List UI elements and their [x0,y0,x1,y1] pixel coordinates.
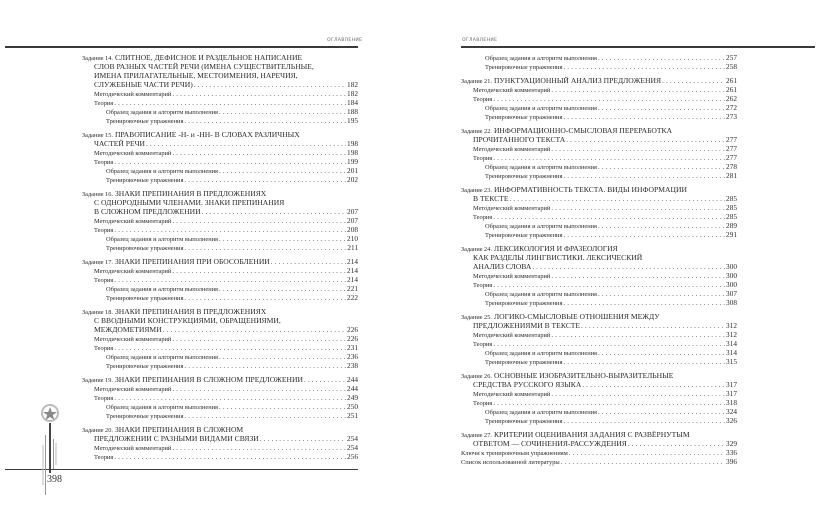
toc-item-label: Методический комментарий [94,218,172,225]
toc-heading-line [82,425,358,434]
task-title: СЛУЖЕБНЫЕ ЧАСТИ РЕЧИ) [94,80,193,89]
dot-leader [563,112,725,122]
toc-item [461,221,737,230]
page-ref: 211 [347,243,358,252]
toc-item [461,357,737,366]
dot-leader [184,116,346,126]
toc-item-label: Тренировочные упражнения [485,232,563,239]
page-ref: 300 [726,280,737,289]
page-ref: 236 [347,352,358,361]
task-title: ЧАСТЕЙ РЕЧИ [94,139,146,148]
toc-entry [461,126,737,180]
page-ref: 262 [726,94,737,103]
toc-item [82,284,358,293]
toc-item-label: Тренировочные упражнения [485,300,563,307]
toc-item [461,348,737,357]
task-number: Задание 19. [82,377,113,384]
toc-item [82,216,358,225]
toc-heading-line [82,80,358,89]
toc-item-label: Ключи к тренировочным упражнениям [461,450,568,457]
task-number: Задание 22. [461,128,492,135]
task-number: Задание 15. [82,132,113,139]
task-title: ПРЕДЛОЖЕНИЯМИ В ТЕКСТЕ [473,321,581,330]
toc-heading-line [461,430,737,439]
toc-item-label: Методический комментарий [473,146,551,153]
page-ref: 314 [726,339,737,348]
toc-item [82,343,358,352]
toc-item-label: Образец задания и алгоритм выполнения [485,164,597,171]
page-ref: 198 [347,139,358,148]
task-title: ПРЕДЛОЖЕНИИ С РАЗНЫМИ ВИДАМИ СВЯЗИ [94,434,259,443]
toc-item-label: Образец задания и алгоритм выполнения [106,354,218,361]
toc-heading-line [461,244,737,253]
toc-item [82,293,358,302]
toc-item-label: Методический комментарий [94,445,172,452]
toc-item-label: Методический комментарий [473,205,551,212]
toc-item [82,157,358,166]
page-ref: 254 [347,434,358,443]
page-ref: 231 [347,343,358,352]
toc-item-label: Теория [473,282,493,289]
task-number: Задание 14. [82,55,113,62]
page-ref: 312 [726,321,737,330]
task-number: Задание 25. [461,314,492,321]
toc-item-label: Теория [473,214,493,221]
toc-item [461,289,737,298]
dot-leader [184,361,346,371]
toc-item-label: Образец задания и алгоритм выполнения [485,350,597,357]
page-ref: 208 [347,225,358,234]
toc-item [82,166,358,175]
toc-item [461,271,737,280]
page-ref: 300 [726,262,737,271]
toc-item-label: Теория [473,155,493,162]
toc-heading-line [461,371,737,380]
task-title: ПРАВОПИСАНИЕ -Н- и -НН- В СЛОВАХ РАЗЛИЧНЫХ [114,130,300,139]
toc-heading-line [461,262,737,271]
toc-item [82,225,358,234]
task-number: Задание 16. [82,191,113,198]
toc-entry [82,189,358,252]
toc-item-label: Образец задания и алгоритм выполнения [106,109,218,116]
page-ref: 222 [347,293,358,302]
page-ref: 277 [726,144,737,153]
page-ref: 182 [347,89,358,98]
toc-entry [461,244,737,307]
toc-item [82,452,358,461]
task-title: ИНФОРМАЦИОННО-СМЫСЛОВАЯ ПЕРЕРАБОТКА [493,126,673,135]
toc-item [461,298,737,307]
toc-heading-line [461,76,737,85]
task-title: ПРОЧИТАННОГО ТЕКСТА [473,135,566,144]
page-ref: 281 [726,171,737,180]
task-title: ЗНАКИ ПРЕПИНАНИЯ В СЛОЖНОМ ПРЕДЛОЖЕНИИ [114,375,303,384]
toc-item-label: Методический комментарий [473,273,551,280]
page-ref: 317 [726,380,737,389]
toc-entry [82,53,358,125]
dot-leader [563,62,725,72]
toc-item [461,416,737,425]
page-ref: 226 [347,325,358,334]
toc-item [82,334,358,343]
page-ref: 307 [726,289,737,298]
toc-item [461,339,737,348]
toc-item-label: Образец задания и алгоритм выполнения [106,286,218,293]
toc-entry [461,371,737,425]
page-ref: 329 [726,439,737,448]
toc-heading-line [461,135,737,144]
toc-item-label: Теория [94,395,114,402]
dot-leader [563,298,725,308]
task-title: СЛИТНОЕ, ДЕФИСНОЕ И РАЗДЕЛЬНОЕ НАПИСАНИЕ [114,53,303,62]
page-ref: 251 [347,411,358,420]
task-title: СЛОВ РАЗНЫХ ЧАСТЕЙ РЕЧИ (ИМЕНА СУЩЕСТВИТЕЛЬНЫЕ, [94,62,314,71]
toc-item [461,280,737,289]
toc-entry [82,425,358,461]
toc-heading-line [461,126,737,135]
task-title: СРЕДСТВА РУССКОГО ЯЗЫКА [473,380,582,389]
toc-item-label: Тренировочные упражнения [106,295,184,302]
task-title: С ВВОДНЫМИ КОНСТРУКЦИЯМИ, ОБРАЩЕНИЯМИ, [94,316,281,325]
toc-item [82,98,358,107]
toc-item [461,448,737,457]
dot-leader [114,452,346,462]
toc-item [82,243,358,252]
toc-item [82,411,358,420]
toc-item-label: Образец задания и алгоритм выполнения [106,404,218,411]
dot-leader [563,230,725,240]
toc-item [82,116,358,125]
page-ref: 214 [347,257,358,266]
toc-item-label: Методический комментарий [473,332,551,339]
toc-item-label: Теория [473,400,493,407]
toc-item-label: Теория [94,159,114,166]
toc-heading-line [82,325,358,334]
toc-item [82,352,358,361]
page-ref: 336 [726,448,737,457]
toc-heading-line [461,185,737,194]
toc-heading-line [82,434,358,443]
task-number: Задание 26. [461,373,492,380]
page-ref: 210 [347,234,358,243]
toc-item-label: Методический комментарий [94,91,172,98]
task-title: ЛОГИКО-СМЫСЛОВЫЕ ОТНОШЕНИЯ МЕЖДУ [493,312,660,321]
toc-item-label: Методический комментарий [473,87,551,94]
toc-heading-line [82,307,358,316]
page-ref: 198 [347,148,358,157]
task-title: ЛЕКСИКОЛОГИЯ И ФРАЗЕОЛОГИЯ [493,244,618,253]
toc-item-label: Тренировочные упражнения [106,118,184,125]
toc-item [82,234,358,243]
task-title: ОСНОВНЫЕ ИЗОБРАЗИТЕЛЬНО-ВЫРАЗИТЕЛЬНЫЕ [493,371,674,380]
page-ref: 326 [726,416,737,425]
task-title: ЗНАКИ ПРЕПИНАНИЯ В СЛОЖНОМ [114,425,244,434]
task-title: ИНФОРМАТИВНОСТЬ ТЕКСТА. ВИДЫ ИНФОРМАЦИИ [493,185,687,194]
toc-item-label: Образец задания и алгоритм выполнения [485,55,597,62]
page-ref: 324 [726,407,737,416]
page-ref: 244 [347,375,358,384]
toc-item [461,153,737,162]
toc-item [461,103,737,112]
toc-item [461,53,737,62]
toc-right-page [461,53,737,471]
toc-item [82,175,358,184]
task-number: Задание 23. [461,187,492,194]
page-ref: 317 [726,389,737,398]
toc-item [82,266,358,275]
toc-item-label: Теория [94,454,114,461]
toc-item [461,389,737,398]
page-ref: 254 [347,443,358,452]
toc-heading-line [461,194,737,203]
toc-item [82,275,358,284]
dot-leader [184,175,346,185]
toc-item [461,144,737,153]
dot-leader [184,411,346,421]
task-number: Задание 24. [461,246,492,253]
toc-left-page [82,53,358,466]
toc-item-label: Методический комментарий [473,391,551,398]
toc-heading-line [82,130,358,139]
toc-item [461,94,737,103]
toc-item-label: Тренировочные упражнения [485,173,563,180]
page-ref: 199 [347,157,358,166]
dot-leader [563,357,725,367]
running-head-right: ОГЛАВЛЕНИЕ [462,38,498,43]
page-ref: 314 [726,348,737,357]
toc-item [461,85,737,94]
page-ref: 261 [726,85,737,94]
header-rule-right [461,46,815,48]
toc-item-label: Теория [94,100,114,107]
task-title: В ТЕКСТЕ [473,194,509,203]
toc-item [82,384,358,393]
toc-item [461,112,737,121]
toc-heading-line [82,375,358,384]
toc-item-label: Методический комментарий [94,386,172,393]
toc-item-label: Теория [94,227,114,234]
toc-item-label: Образец задания и алгоритм выполнения [485,223,597,230]
toc-item [461,230,737,239]
page-ref: 256 [347,452,358,461]
toc-entry [461,185,737,239]
page-ref: 207 [347,216,358,225]
toc-item-label: Методический комментарий [94,268,172,275]
toc-item-label: Образец задания и алгоритм выполнения [485,409,597,416]
page-ref: 273 [726,112,737,121]
toc-item [461,212,737,221]
task-number: Задание 27. [461,432,492,439]
toc-heading-line [461,312,737,321]
toc-item-label: Тренировочные упражнения [485,418,563,425]
task-title: МЕЖДОМЕТИЯМИ [94,325,162,334]
page-ref: 277 [726,153,737,162]
page-ref: 244 [347,384,358,393]
task-title: ЗНАКИ ПРЕПИНАНИЯ В ПРЕДЛОЖЕНИЯХ [114,307,267,316]
page-ref: 184 [347,98,358,107]
page-ref: 214 [347,266,358,275]
toc-item-label: Список использованной литературы [461,459,560,466]
toc-item [82,443,358,452]
toc-entry [461,430,737,466]
page-ref: 308 [726,298,737,307]
running-head-left: ОГЛАВЛЕНИЕ [327,38,363,43]
task-number: Задание 17. [82,259,113,266]
toc-heading-line [82,189,358,198]
task-title: ОТВЕТОМ — СОЧИНЕНИЯ-РАССУЖДЕНИЯ [473,439,627,448]
task-title: КАК РАЗДЕЛЫ ЛИНГВИСТИКИ. ЛЕКСИЧЕСКИЙ [473,253,643,262]
toc-item [461,171,737,180]
page-ref: 226 [347,334,358,343]
dot-leader [184,243,346,253]
toc-item [461,407,737,416]
toc-item-label: Образец задания и алгоритм выполнения [106,168,218,175]
toc-item-label: Теория [473,96,493,103]
toc-entry [82,130,358,184]
toc-item-label: Тренировочные упражнения [485,359,563,366]
dot-leader [563,171,725,181]
page-number: 398 [47,474,62,485]
toc-item-label: Образец задания и алгоритм выполнения [106,236,218,243]
toc-item [82,89,358,98]
toc-heading-line [461,321,737,330]
toc-item [82,402,358,411]
dot-leader [184,293,346,303]
task-title: В СЛОЖНОМ ПРЕДЛОЖЕНИИ [94,207,201,216]
toc-heading-line [82,62,358,71]
toc-heading-line [82,71,358,80]
page-ref: 277 [726,135,737,144]
toc-entry [461,76,737,121]
task-number: Задание 21. [461,78,492,85]
toc-item-label: Тренировочные упражнения [106,413,184,420]
toc-item [82,107,358,116]
task-number: Задание 20. [82,427,113,434]
page-ref: 272 [726,103,737,112]
toc-item-label: Теория [473,341,493,348]
task-title: ЗНАКИ ПРЕПИНАНИЯ В ПРЕДЛОЖЕНИЯХ [114,189,267,198]
toc-item-label: Тренировочные упражнения [485,64,563,71]
toc-heading-line [461,253,737,262]
dot-leader [563,416,725,426]
page-ref: 257 [726,53,737,62]
toc-heading-line [461,439,737,448]
toc-heading-line [82,139,358,148]
toc-entry [82,257,358,302]
page-ref: 285 [726,194,737,203]
page-ref: 300 [726,271,737,280]
task-title: С ОДНОРОДНЫМИ ЧЛЕНАМИ. ЗНАКИ ПРЕПИНАНИЯ [94,198,285,207]
toc-heading-line [82,198,358,207]
task-number: Задание 18. [82,309,113,316]
page-ref: 261 [726,76,737,85]
toc-heading-line [461,380,737,389]
task-title: АНАЛИЗ СЛОВА [473,262,532,271]
page-ref: 291 [726,230,737,239]
toc-item [461,457,737,466]
toc-item [461,203,737,212]
page-ref: 318 [726,398,737,407]
toc-item [82,148,358,157]
page-ref: 278 [726,162,737,171]
toc-item-label: Образец задания и алгоритм выполнения [485,291,597,298]
toc-item-label: Тренировочные упражнения [106,363,184,370]
toc-entry [461,312,737,366]
toc-item-label: Методический комментарий [94,150,172,157]
toc-entry [82,375,358,420]
task-title: ЗНАКИ ПРЕПИНАНИЯ ПРИ ОБОСОБЛЕНИИ [114,257,270,266]
toc-item-label: Образец задания и алгоритм выполнения [485,105,597,112]
page-ref: 396 [726,457,737,466]
page-ref: 202 [347,175,358,184]
toc-item-label: Тренировочные упражнения [106,245,184,252]
toc-item [461,398,737,407]
page-ref: 182 [347,80,358,89]
toc-item-label: Методический комментарий [94,336,172,343]
page-ref: 250 [347,402,358,411]
page-ref: 285 [726,212,737,221]
page-ref: 289 [726,221,737,230]
page-ref: 258 [726,62,737,71]
task-title: КРИТЕРИИ ОЦЕНИВАНИЯ ЗАДАНИЯ С РАЗВЁРНУТЫМ [493,430,690,439]
header-rule-left [5,46,358,48]
toc-item-label: Теория [94,277,114,284]
toc-item-label: Тренировочные упражнения [485,114,563,121]
toc-entry [461,53,737,71]
page-ref: 221 [347,284,358,293]
toc-item [461,330,737,339]
toc-heading-line [82,53,358,62]
page-ref: 214 [347,275,358,284]
page-ref: 201 [347,166,358,175]
page-ref: 249 [347,393,358,402]
page-ref: 238 [347,361,358,370]
toc-item [82,361,358,370]
toc-heading-line [82,316,358,325]
toc-heading-line [82,207,358,216]
page-ref: 188 [347,107,358,116]
page-ref: 312 [726,330,737,339]
toc-entry [82,307,358,370]
page-ref: 195 [347,116,358,125]
task-title: ИМЕНА ПРИЛАГАТЕЛЬНЫЕ, МЕСТОИМЕНИЯ, НАРЕЧИЯ, [94,71,298,80]
page-ref: 315 [726,357,737,366]
toc-item [461,62,737,71]
page-ref: 285 [726,203,737,212]
dot-leader [561,457,725,467]
toc-item-label: Тренировочные упражнения [106,177,184,184]
task-title: ПУНКТУАЦИОННЫЙ АНАЛИЗ ПРЕДЛОЖЕНИЯ [493,76,662,85]
toc-heading-line [82,257,358,266]
toc-item [82,393,358,402]
page-ref: 207 [347,207,358,216]
toc-item-label: Теория [94,345,114,352]
toc-item [461,162,737,171]
